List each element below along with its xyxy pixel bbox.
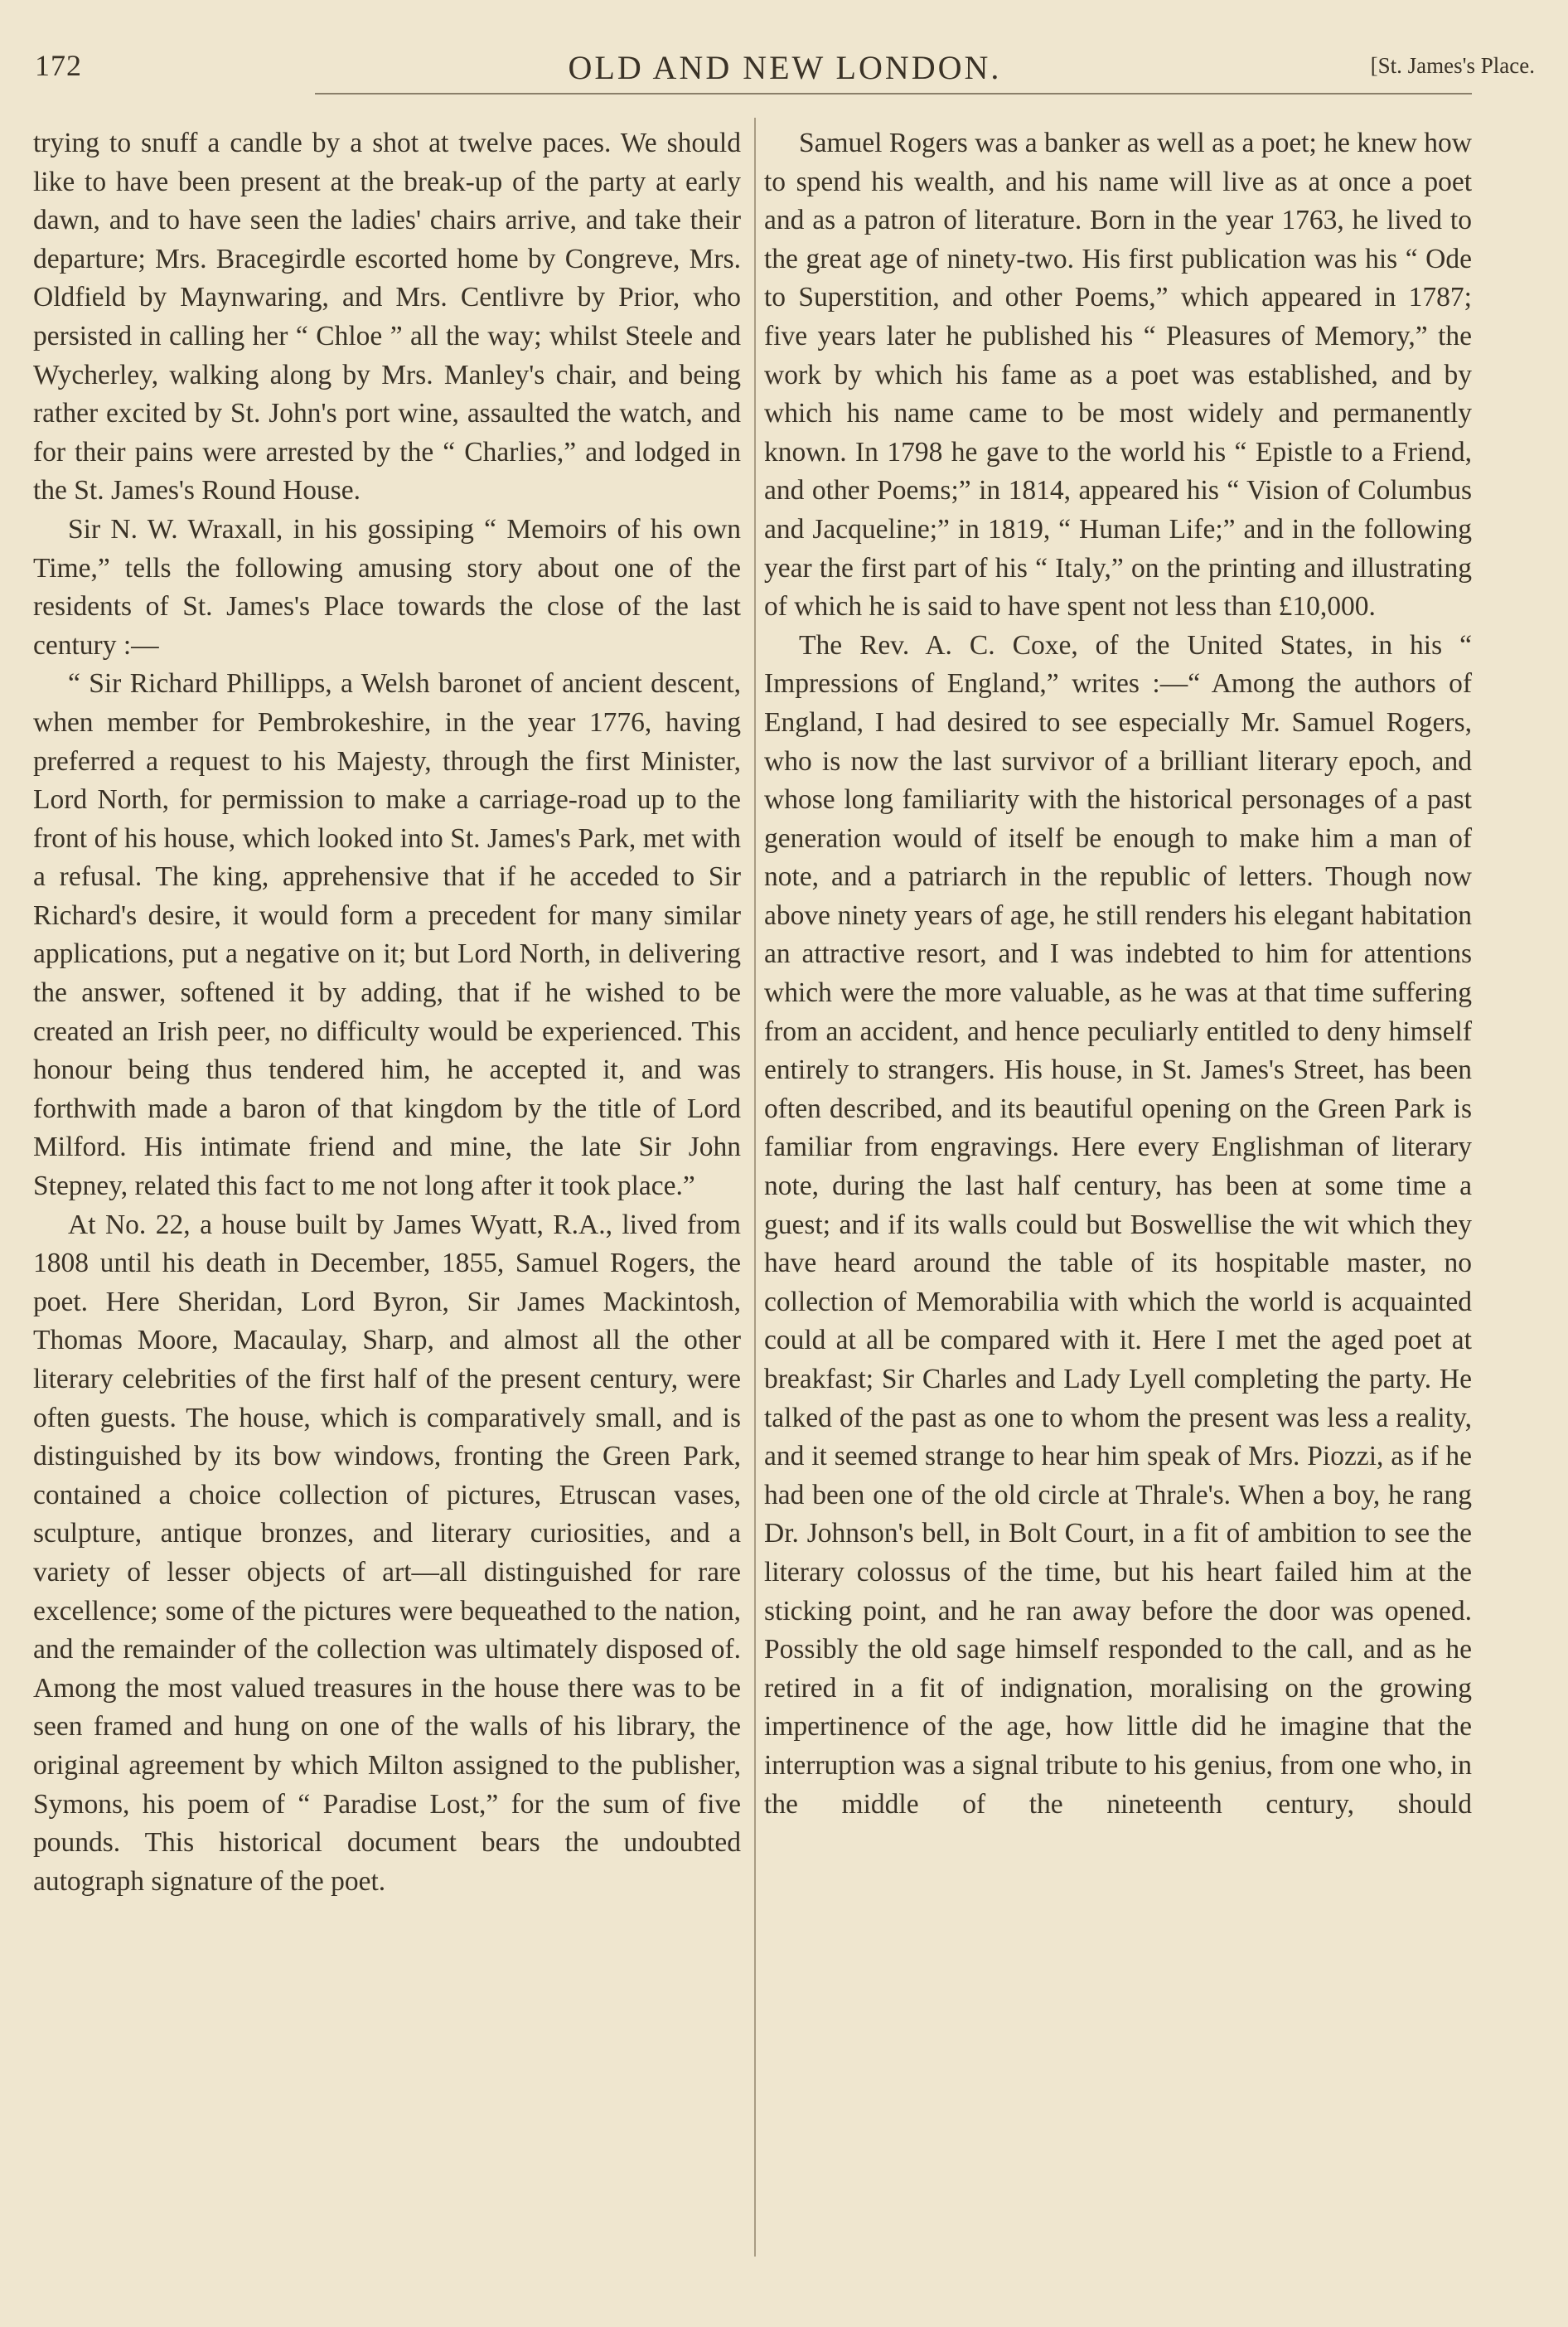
page-number: 172 [35, 49, 82, 82]
paragraph: trying to snuff a candle by a shot at twelve paces. We should like to have been present at the break-up of the party at early dawn, and to have seen the ladies' chairs arrive, and take their departure; Mrs. Bracegirdle escorted home by Congreve, Mrs. Oldfield by Maynwaring, and Mrs. Centlivre by Prior, who persisted in calling her “ Chloe ” all the way; whilst Steele and Wycherley, walking along by Mrs. Manley's chair, and being rather excited by St. John's port wine, assaulted the watch, and for their pains were arrested by the “ Charlies,” and lodged in the St. James's Round House. [33, 128, 741, 507]
right-column [764, 124, 1472, 1824]
paragraph: At No. 22, a house built by James Wyatt, R.A., lived from 1808 until his death in December, 1855, Samuel Rogers, the poet. Here Sheridan, Lord Byron, Sir James Mackintosh, Thomas Moore, Macaulay, Sharp, and almost all the other literary celebrities of the first half of the present century, were often guests. The house, which is comparatively small, and is distinguished by its bow windows, fronting the Green Park, contained a choice collection of pictures, Etruscan vases, sculpture, antique bronzes, and literary curiosities, and a variety of lesser objects of art—all distinguished for rare excellence; some of the pictures were bequeathed to the nation, and the remainder of the collection was ultimately disposed of. Among the most valued treasures in the house there was to be seen framed and hung on one of the walls of his library, the original agreement by which Milton assigned to the publisher, Symons, his poem of “ Paradise Lost,” for the sum of five pounds. This historical document bears the undoubted autograph signature of the poet. [33, 1209, 741, 1897]
column-divider [754, 118, 756, 2257]
header-rule [315, 93, 1472, 95]
paragraph: Samuel Rogers was a banker as well as a poet; he knew how to spend his wealth, and his name will live as at once a poet and as a patron of literature. Born in the year 1763, he lived to the great age of ninety-two. His first publication was his “ Ode to Superstition, and other Poems,” which appeared in 1787; five years later he published his “ Pleasures of Memory,” the work by which his fame as a poet was established, and by which his name came to be most widely and permanently known. In 1798 he gave to the world his “ Epistle to a Friend, and other Poems;” in 1814, appeared his “ Vision of Columbus and Jacqueline;” in 1819, “ Human Life;” and in the following year the first part of his “ Italy,” on the printing and illustrating of which he is said to have spent not less than £10,000. [764, 128, 1472, 623]
running-title: OLD AND NEW LONDON. [568, 49, 1002, 86]
section-label: [St. James's Place. [1370, 53, 1535, 78]
paragraph: “ Sir Richard Phillipps, a Welsh baronet of ancient descent, when member for Pembrokeshire, in the year 1776, having preferred a request to his Majesty, through the first Minister, Lord North, for permission to make a carriage-road up to the front of his house, which looked into St. James's Park, met with a refusal. The king, apprehensive that if he acceded to Sir Richard's desire, it would form a precedent for many similar applications, put a negative on it; but Lord North, in delivering the answer, softened it by adding, that if he wished to be created an Irish peer, no difficulty would be experienced. This honour being thus tendered him, he accepted it, and was forthwith made a baron of that kingdom by the title of Lord Milford. His intimate friend and mine, the late Sir John Stepney, related this fact to me not long after it took place.” [33, 668, 741, 1202]
left-column [33, 124, 741, 1901]
paragraph: Sir N. W. Wraxall, in his gossiping “ Memoirs of his own Time,” tells the following amusing story about one of the residents of St. James's Place towards the close of the last century :— [33, 513, 741, 661]
paragraph: The Rev. A. C. Coxe, of the United States, in his “ Impressions of England,” writes :—“ Among the authors of England, I had desired to see especially Mr. Samuel Rogers, who is now the last survivor of a brilliant literary epoch, and whose long familiarity with the historical personages of a past generation would of itself be enough to make him a man of note, and a patriarch in the republic of letters. Though now above ninety years of age, he still renders his elegant habitation an attractive resort, and I was indebted to him for attentions which were the more valuable, as he was at that time suffering from an accident, and hence peculiarly entitled to deny himself entirely to strangers. His house, in St. James's Street, has been often described, and its beautiful opening on the Green Park is familiar from engravings. Here every Englishman of literary note, during the last half century, has been at some time a guest; and if its walls could but Boswellise the wit which they have heard around the table of its hospitable master, no collection of Memorabilia with which the world is acquainted could at all be compared with it. Here I met the aged poet at breakfast; Sir Charles and Lady Lyell completing the party. He talked of the past as one to whom the present was less a reality, and it seemed strange to hear him speak of Mrs. Piozzi, as if he had been one of the old circle at Thrale's. When a boy, he rang Dr. Johnson's bell, in Bolt Court, in a fit of ambition to see the literary colossus of the time, but his heart failed him at the sticking point, and he ran away before the door was opened. Possibly the old sage himself responded to the call, and as he retired in a fit of indignation, moralising on the growing impertinence of the age, how little did he imagine that the interruption was a signal tribute to his genius, from one who, in the middle of the nineteenth century, should [764, 629, 1472, 1820]
page-header [35, 48, 1535, 88]
